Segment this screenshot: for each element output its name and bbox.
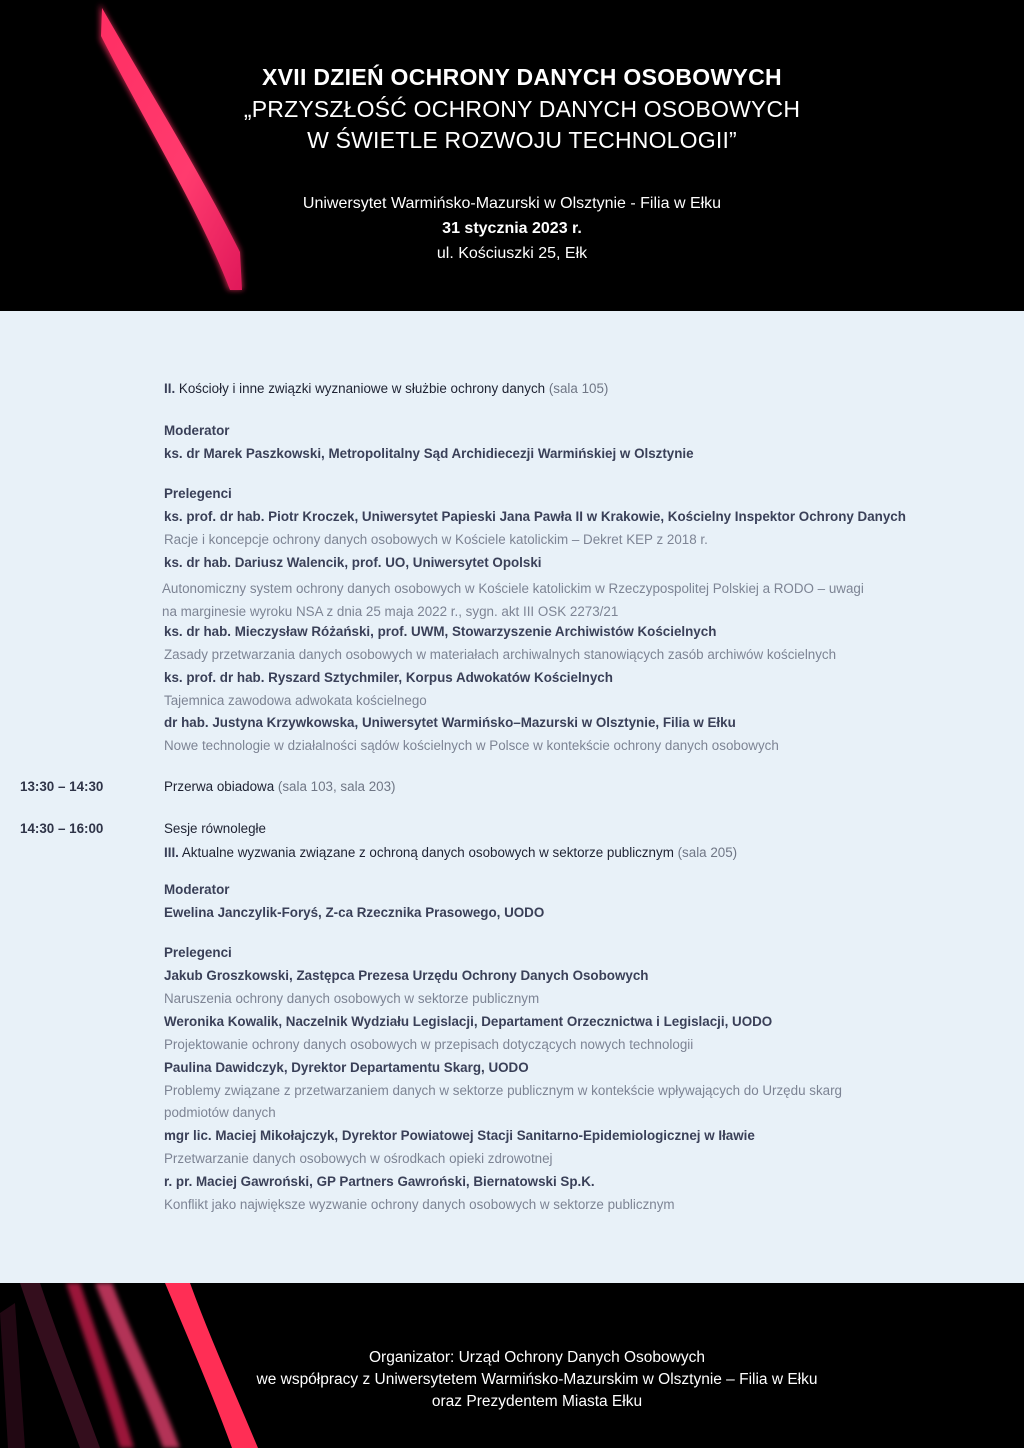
speaker-name: ks. prof. dr hab. Ryszard Sztychmiler, Korpus Adwokatów Kościelnych [164,670,613,685]
event-date: 31 stycznia 2023 r. [442,220,582,237]
speaker-topic: Projektowanie ochrony danych osobowych w przepisach dotyczących nowych technologii [164,1037,694,1052]
speaker-name: mgr lic. Maciej Mikołajczyk, Dyrektor Powiatowej Stacji Sanitarno-Epidemiologicznej w Iławie [164,1128,755,1143]
footer-banner [0,1283,1024,1448]
speaker-topic-continued: na marginesie wyroku NSA z dnia 25 maja 2022 r., sygn. akt III OSK 2273/21 [162,604,619,619]
session-title: Kościoły i inne związki wyznaniowe w służbie ochrony danych [178,381,546,396]
speaker-topic: Przetwarzanie danych osobowych w ośrodkach opieki zdrowotnej [164,1151,553,1166]
session-3-time: 14:30 – 16:00 [20,821,104,836]
cooperation-line: we współpracy z Uniwersytetem Warmińsko-Mazurskim w Olsztynie – Filia w Ełku [256,1371,818,1388]
session-2-heading [164,380,608,398]
speaker-name: ks. dr hab. Dariusz Walencik, prof. UO, Uniwersytet Opolski [164,555,542,570]
speaker-topic: Racje i koncepcje ochrony danych osobowych w Kościele katolickim – Dekret KEP z 2018 r. [164,532,708,547]
moderator-label: Moderator [164,423,230,438]
speaker-topic: Tajemnica zawodowa adwokata kościelnego [164,693,427,708]
event-venue: Uniwersytet Warmińsko-Mazurski w Olsztynie - Filia w Ełku [302,195,722,212]
speaker-name: r. pr. Maciej Gawroński, GP Partners Gawroński, Biernatowski Sp.K. [164,1174,595,1189]
event-address: ul. Kościuszki 25, Ełk [436,245,588,262]
session-numeral: II. [164,381,176,396]
session-room: (sala 205) [677,845,738,860]
speaker-topic: Zasady przetwarzania danych osobowych w materiałach archiwalnych stanowiących zasób archiwów kościelnych [164,647,837,662]
speaker-topic: Konflikt jako największe wyzwanie ochrony danych osobowych w sektorze publicznym [164,1197,675,1212]
speaker-topic: Nowe technologie w działalności sądów kościelnych w Polsce w kontekście ochrony danych osobowych [164,738,779,753]
speakers-label: Prelegenci [164,945,232,960]
event-title: XVII DZIEŃ OCHRONY DANYCH OSOBOWYCH [262,64,782,90]
speaker-name: Jakub Groszkowski, Zastępca Prezesa Urzędu Ochrony Danych Osobowych [164,968,649,983]
break-time: 13:30 – 14:30 [20,779,104,794]
speakers-label: Prelegenci [164,486,232,501]
speaker-name: ks. dr hab. Mieczysław Różański, prof. UWM, Stowarzyszenie Archiwistów Kościelnych [164,624,717,639]
session-room: (sala 105) [548,381,609,396]
header-banner [0,0,1024,311]
speaker-topic: Problemy związane z przetwarzaniem danych w sektorze publicznym w kontekście wpływających do Urzędu skarg [164,1083,842,1098]
event-subtitle-line1: „PRZYSZŁOŚĆ OCHRONY DANYCH OSOBOWYCH [243,96,801,122]
speaker-topic: Autonomiczny system ochrony danych osobowych w Kościele katolickim w Rzeczypospolitej Polskiej a RODO – uwagi [162,581,864,596]
speaker-name: ks. prof. dr hab. Piotr Kroczek, Uniwersytet Papieski Jana Pawła II w Krakowie, Kościelny Inspektor Ochrony Danych [164,509,906,524]
moderator-label: Moderator [164,882,230,897]
speaker-topic-continued: podmiotów danych [164,1105,276,1120]
event-subtitle-line2: W ŚWIETLE ROZWOJU TECHNOLOGII” [307,127,737,153]
speaker-topic: Naruszenia ochrony danych osobowych w sektorze publicznym [164,991,540,1006]
session-numeral: III. [164,845,179,860]
moderator-name: Ewelina Janczylik-Foryś, Z-ca Rzecznika Prasowego, UODO [164,905,545,920]
parallel-sessions-label: Sesje równoległe [164,821,266,836]
session-title: Aktualne wyzwania związane z ochroną danych osobowych w sektorze publicznym [181,845,674,860]
moderator-name: ks. dr Marek Paszkowski, Metropolitalny Sąd Archidiecezji Warmińskiej w Olsztynie [164,446,694,461]
session-3-heading [164,844,737,862]
agenda-content [0,311,1024,1283]
speaker-name: Paulina Dawidczyk, Dyrektor Departamentu Skarg, UODO [164,1060,529,1075]
speaker-name: Weronika Kowalik, Naczelnik Wydziału Legislacji, Departament Orzecznictwa i Legislacji, UODO [164,1014,773,1029]
break-label: Przerwa obiadowa [164,779,275,794]
break-row [164,778,396,796]
organizer-line: Organizator: Urząd Ochrony Danych Osobowych [369,1349,705,1366]
speaker-name: dr hab. Justyna Krzywkowska, Uniwersytet Warmińsko–Mazurski w Olsztynie, Filia w Ełku [164,715,736,730]
partner-line: oraz Prezydentem Miasta Ełku [431,1393,643,1410]
break-room: (sala 103, sala 203) [277,779,396,794]
